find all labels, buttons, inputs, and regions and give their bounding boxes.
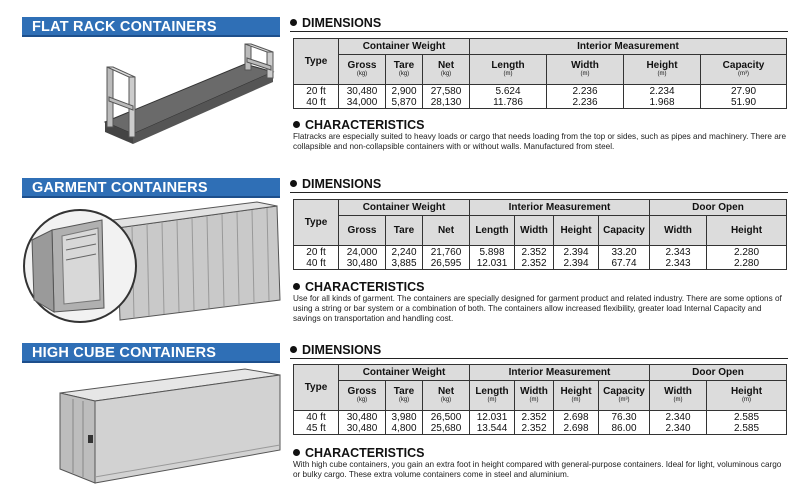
bullet-icon (290, 180, 297, 187)
group-header: Door Open (650, 365, 787, 381)
flat-rack-characteristics-heading: CHARACTERISTICS (293, 118, 424, 132)
column-header: Height (m) (707, 381, 787, 411)
garment-characteristics-text: Use for all kinds of garment. The containers are specially designed for garment product and related industry. There are some options of using a string or bar system or a combination of both. The containers allow increased flexibility, greater load Internal Capacity and savings on transportation and handling cost. (293, 294, 782, 323)
column-header: Height (m) (624, 55, 701, 85)
column-header: Tare (386, 216, 423, 246)
column-header: Width (m) (650, 381, 707, 411)
high-cube-characteristics-heading: CHARACTERISTICS (293, 446, 424, 460)
column-header: Height (554, 216, 599, 246)
garment-characteristics-heading: CHARACTERISTICS (293, 280, 424, 294)
bullet-icon (293, 121, 300, 128)
table-row: 20 ft 40 ft 24,000 30,480 2,240 3,885 21,760 26,595 5.898 12.031 2.352 2.352 2.394 2.394 33.20 67.74 2.343 2.343 2.280 2.280 (294, 246, 787, 270)
type-header: Type (294, 365, 339, 411)
high-cube-characteristics-text: With high cube containers, you gain an extra foot in height compared with general-purpose containers. Ideal for light, voluminous cargo or bulky cargo. These extra volume containers come in steel and aluminium. (293, 460, 782, 479)
bullet-icon (290, 346, 297, 353)
bullet-icon (290, 19, 297, 26)
column-header: Gross (kg) (339, 55, 386, 85)
group-header: Door Open (650, 200, 787, 216)
column-header: Gross (kg) (339, 381, 386, 411)
group-header: Interior Measurement (470, 39, 787, 55)
group-header: Container Weight (339, 200, 470, 216)
bullet-icon (293, 283, 300, 290)
column-header: Capacity (m³) (701, 55, 787, 85)
column-header: Height (707, 216, 787, 246)
garment-container-image (22, 200, 284, 330)
column-header: Length (m) (470, 55, 547, 85)
column-header: Tare (kg) (386, 381, 423, 411)
garment-dimensions-heading: DIMENSIONS (290, 177, 788, 193)
flat-rack-dimensions-heading: DIMENSIONS (290, 16, 788, 32)
bullet-icon (293, 449, 300, 456)
garment-title: GARMENT CONTAINERS (22, 178, 280, 198)
column-header: Width (m) (515, 381, 554, 411)
flat-rack-title: FLAT RACK CONTAINERS (22, 17, 280, 37)
garment-dimensions-table (293, 199, 787, 270)
column-header: Width (515, 216, 554, 246)
column-header: Width (m) (547, 55, 624, 85)
column-header: Length (470, 216, 515, 246)
type-header: Type (294, 200, 339, 246)
column-header: Net (423, 216, 470, 246)
flat-rack-dimensions-table (293, 38, 787, 109)
high-cube-container-image (55, 365, 285, 487)
high-cube-dimensions-table (293, 364, 787, 435)
group-header: Container Weight (339, 39, 470, 55)
group-header: Interior Measurement (470, 365, 650, 381)
group-header: Interior Measurement (470, 200, 650, 216)
column-header: Height (m) (554, 381, 599, 411)
table-row: 20 ft 40 ft 30,480 34,000 2,900 5,870 27,580 28,130 5.624 11.786 2.236 2.236 2.234 1.968 27.90 51.90 (294, 85, 787, 109)
flat-rack-characteristics-text: Flatracks are especially suited to heavy loads or cargo that needs loading from the top or sides, such as pipes and machinery. There are collapsible and non-collapsible containers with or without walls. Manufactured from steel. (293, 132, 787, 151)
group-header: Container Weight (339, 365, 470, 381)
table-row: 40 ft 45 ft 30,480 30,480 3,980 4,800 26,500 25,680 12.031 13.544 2.352 2.352 2.698 2.698 76.30 86.00 2.340 2.340 2.585 2.585 (294, 411, 787, 435)
high-cube-dimensions-heading: DIMENSIONS (290, 343, 788, 359)
column-header: Net (kg) (423, 55, 470, 85)
column-header: Length (m) (470, 381, 515, 411)
column-header: Gross (339, 216, 386, 246)
high-cube-title: HIGH CUBE CONTAINERS (22, 343, 280, 363)
column-header: Net (kg) (423, 381, 470, 411)
type-header: Type (294, 39, 339, 85)
column-header: Capacity (599, 216, 650, 246)
column-header: Width (650, 216, 707, 246)
column-header: Tare (kg) (386, 55, 423, 85)
flat-rack-container-image (95, 42, 285, 154)
column-header: Capacity (m³) (599, 381, 650, 411)
